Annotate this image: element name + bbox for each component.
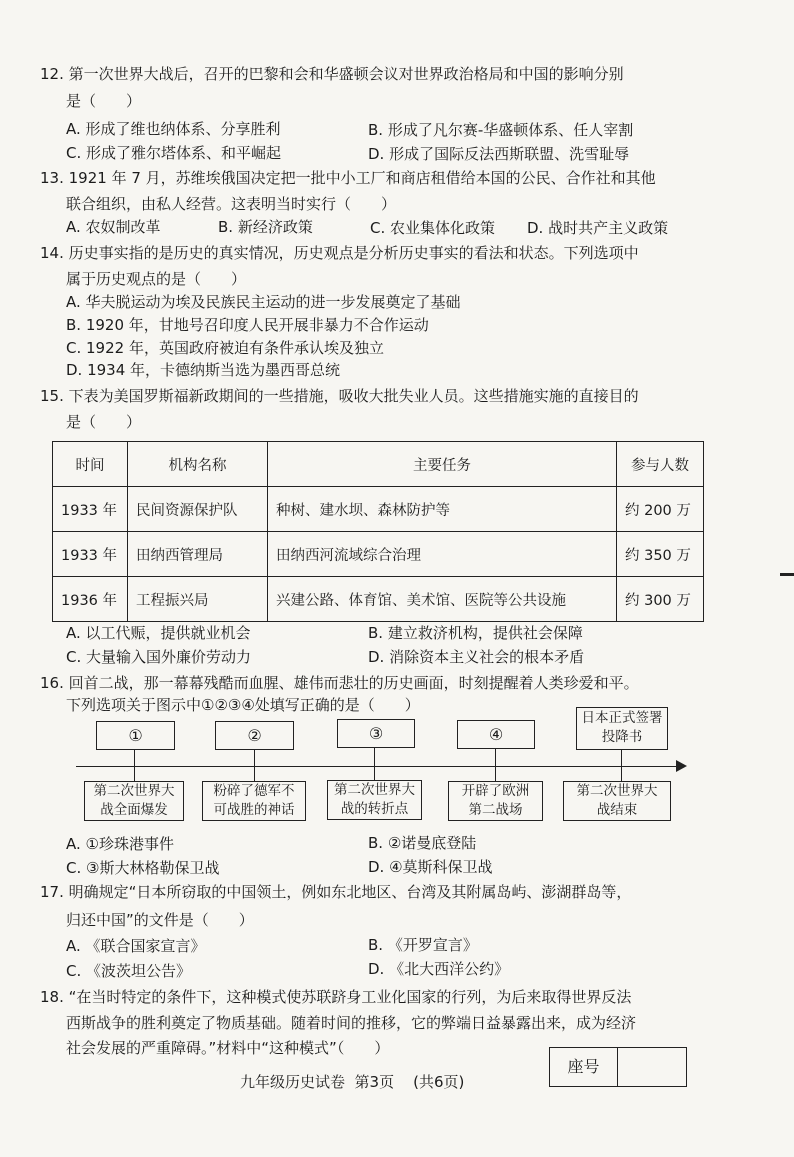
timeline-connector (134, 766, 135, 782)
timeline-desc-3: 第二次世界大战的转折点 (327, 780, 422, 820)
timeline-connector (134, 748, 135, 766)
timeline-blank-4: ④ (457, 720, 535, 749)
table-cell: 工程振兴局 (128, 577, 268, 622)
table-cell: 民间资源保护队 (128, 487, 268, 532)
q17-option-d[interactable]: D. 《北大西洋公约》 (368, 960, 510, 978)
q12-stem-line2: 是（ ） (66, 92, 142, 110)
q16-option-c[interactable]: C. ③斯大林格勒保卫战 (66, 859, 220, 877)
table-cell: 约 200 万 (617, 487, 704, 532)
timeline-blank-1: ① (96, 721, 175, 750)
new-deal-table (52, 441, 704, 622)
timeline-blank-3: ③ (337, 719, 415, 748)
timeline-axis (76, 766, 682, 767)
timeline-connector (621, 766, 622, 782)
timeline-desc-2: 粉碎了德军不可战胜的神话 (202, 781, 306, 821)
timeline-connector (254, 766, 255, 782)
q18-stem-line1: 18. “在当时特定的条件下，这种模式使苏联跻身工业化国家的行列，为后来取得世界反法 (40, 988, 632, 1006)
table-cell: 约 350 万 (617, 532, 704, 577)
page-edge-mark (780, 573, 794, 576)
table-cell: 约 300 万 (617, 577, 704, 622)
table-cell: 田纳西河流域综合治理 (268, 532, 617, 577)
table-cell: 1936 年 (53, 577, 128, 622)
q12-option-d[interactable]: D. 形成了国际反法西斯联盟、洗雪耻辱 (368, 145, 630, 163)
q13-option-a[interactable]: A. 农奴制改革 (66, 218, 161, 236)
q14-option-d[interactable]: D. 1934 年，卡德纳斯当选为墨西哥总统 (66, 361, 341, 379)
table-cell: 种树、建水坝、森林防护等 (268, 487, 617, 532)
q16-option-d[interactable]: D. ④莫斯科保卫战 (368, 858, 493, 876)
timeline-connector (254, 748, 255, 766)
table-cell: 1933 年 (53, 487, 128, 532)
timeline-connector (495, 748, 496, 766)
seat-number-label: 座号 (550, 1048, 618, 1086)
q15-option-b[interactable]: B. 建立救济机构，提供社会保障 (368, 624, 583, 642)
table-cell: 兴建公路、体育馆、美术馆、医院等公共设施 (268, 577, 617, 622)
q13-stem-line2: 联合组织，由私人经营。这表明当时实行（ ） (66, 195, 397, 213)
q16-option-a[interactable]: A. ①珍珠港事件 (66, 835, 174, 853)
q16-stem-line2: 下列选项关于图示中①②③④处填写正确的是（ ） (66, 696, 420, 714)
q14-stem-line2: 属于历史观点的是（ ） (66, 270, 247, 288)
q17-option-c[interactable]: C. 《波茨坦公告》 (66, 962, 192, 980)
seat-number-box[interactable] (549, 1047, 687, 1087)
q15-stem-line2: 是（ ） (66, 413, 142, 431)
q17-stem-line2: 归还中国”的文件是（ ） (66, 911, 254, 929)
timeline-event-japan-surrender: 日本正式签署投降书 (576, 707, 668, 750)
q18-stem-line2: 西斯战争的胜利奠定了物质基础。随着时间的推移，它的弊端日益暴露出来，成为经济 (66, 1014, 637, 1032)
q12-option-c[interactable]: C. 形成了雅尔塔体系、和平崛起 (66, 144, 282, 162)
q15-option-c[interactable]: C. 大量输入国外廉价劳动力 (66, 648, 252, 666)
q16-option-b[interactable]: B. ②诺曼底登陆 (368, 834, 477, 852)
q14-option-b[interactable]: B. 1920 年，甘地号召印度人民开展非暴力不合作运动 (66, 316, 429, 334)
timeline-connector (495, 766, 496, 782)
q15-stem-line1: 15. 下表为美国罗斯福新政期间的一些措施，吸收大批失业人员。这些措施实施的直接目的 (40, 387, 639, 405)
q15-option-a[interactable]: A. 以工代赈，提供就业机会 (66, 624, 251, 642)
q12-option-a[interactable]: A. 形成了维也纳体系、分享胜利 (66, 120, 281, 138)
q13-option-d[interactable]: D. 战时共产主义政策 (527, 219, 669, 237)
table-header-cell: 时间 (53, 442, 128, 487)
q14-stem-line1: 14. 历史事实指的是历史的真实情况，历史观点是分析历史事实的看法和状态。下列选项中 (40, 244, 639, 262)
table-header-row (53, 442, 704, 487)
table-header-cell: 机构名称 (128, 442, 268, 487)
table-cell: 田纳西管理局 (128, 532, 268, 577)
timeline-blank-2: ② (215, 721, 294, 750)
q15-option-d[interactable]: D. 消除资本主义社会的根本矛盾 (368, 648, 585, 666)
timeline-connector (621, 748, 622, 766)
table-header-cell: 主要任务 (268, 442, 617, 487)
timeline-desc-5: 第二次世界大战结束 (563, 781, 671, 821)
q12-stem-line1: 12. 第一次世界大战后，召开的巴黎和会和华盛顿会议对世界政治格局和中国的影响分别 (40, 65, 624, 83)
q13-option-c[interactable]: C. 农业集体化政策 (370, 219, 496, 237)
q13-stem-line1: 13. 1921 年 7 月，苏维埃俄国决定把一批中小工厂和商店租借给本国的公民、合作社和其他 (40, 169, 656, 187)
q14-option-c[interactable]: C. 1922 年，英国政府被迫有条件承认埃及独立 (66, 339, 384, 357)
timeline-desc-4: 开辟了欧洲第二战场 (448, 781, 543, 821)
table-cell: 1933 年 (53, 532, 128, 577)
q17-option-b[interactable]: B. 《开罗宣言》 (368, 936, 478, 954)
timeline-arrow-icon (676, 760, 687, 772)
table-row (53, 487, 704, 532)
q17-stem-line1: 17. 明确规定“日本所窃取的中国领土，例如东北地区、台湾及其附属岛屿、澎湖群岛等， (40, 883, 632, 901)
timeline-desc-1: 第二次世界大战全面爆发 (84, 781, 184, 821)
q14-option-a[interactable]: A. 华夫脱运动为埃及民族民主运动的进一步发展奠定了基础 (66, 293, 461, 311)
q13-option-b[interactable]: B. 新经济政策 (218, 218, 313, 236)
table-header-cell: 参与人数 (617, 442, 704, 487)
q17-option-a[interactable]: A. 《联合国家宣言》 (66, 937, 206, 955)
timeline-connector (374, 746, 375, 766)
q12-option-b[interactable]: B. 形成了凡尔赛-华盛顿体系、任人宰割 (368, 121, 634, 139)
table-row (53, 577, 704, 622)
q16-stem-line1: 16. 回首二战，那一幕幕残酷而血腥、雄伟而悲壮的历史画面，时刻提醒着人类珍爱和平。 (40, 674, 639, 692)
q18-stem-line3: 社会发展的严重障碍。”材料中“这种模式”（ ） (66, 1039, 390, 1057)
page-footer: 九年级历史试卷 第3页 (共6页) (240, 1073, 465, 1091)
table-row (53, 532, 704, 577)
timeline-connector (374, 766, 375, 780)
